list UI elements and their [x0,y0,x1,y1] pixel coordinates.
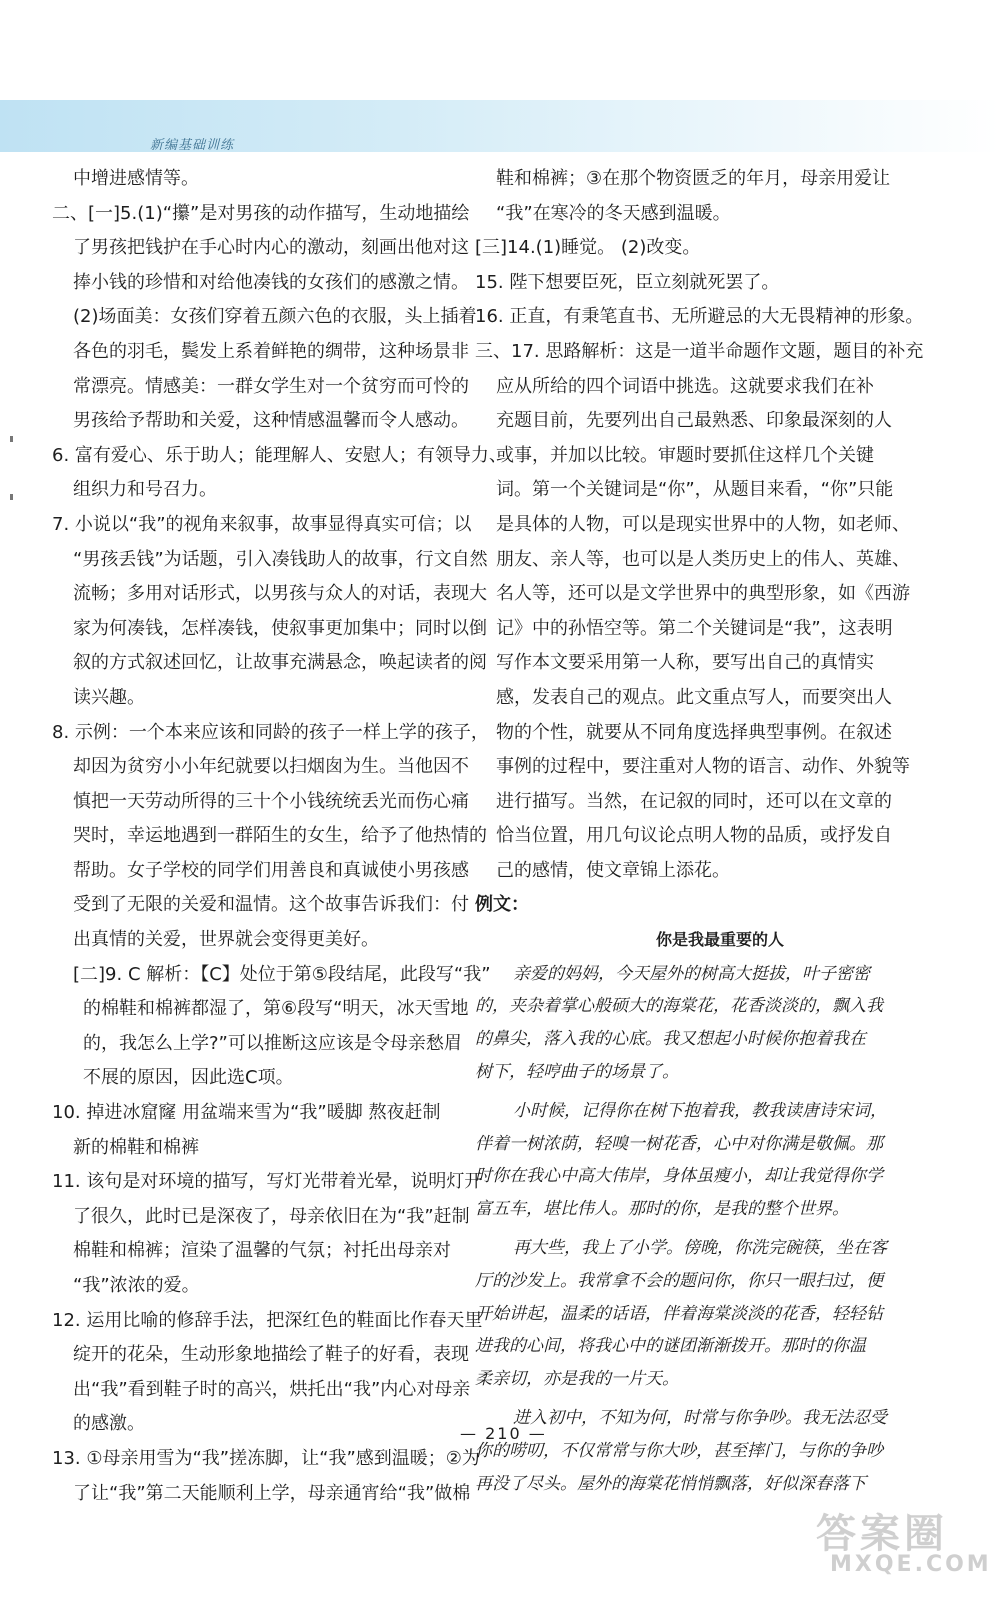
text-line: (2)场面美：女孩们穿着五颜六色的衣服，头上插着 [73,306,477,328]
text-line: 棉鞋和棉裤；渲染了温馨的气氛；衬托出母亲对 [73,1240,451,1262]
text-line: 三、17. 思路解析：这是一道半命题作文题，题目的补充 [475,340,924,362]
text-line: 不展的原因，因此选C项。 [83,1067,294,1089]
text-line: 新的棉鞋和棉裤 [73,1136,199,1158]
watermark [802,1500,992,1595]
text-line: 恰当位置，用几句议论点明人物的品质，或抒发自 [496,825,892,847]
text-line: 小时候，记得你在树下抱着我，教我读唐诗宋词， [513,1100,887,1121]
text-line: 再大些，我上了小学。傍晚，你洗完碗筷，坐在客 [513,1238,887,1259]
text-line: 6. 富有爱心、乐于助人；能理解人、安慰人；有领导力、 [52,444,507,466]
text-line: 柔亲切，亦是我的一片天。 [475,1369,679,1390]
text-line: 的鼻尖，落入我的心底。我又想起小时候你抱着我在 [475,1029,866,1050]
text-line: 名人等，还可以是文学世界中的典型形象，如《西游 [496,583,910,605]
text-line: 二、[一]5.(1)“攥”是对男孩的动作描写，生动地描绘 [52,202,470,224]
text-line: 组织力和号召力。 [73,479,217,501]
text-line: 再没了尽头。屋外的海棠花悄悄飘落，好似深春落下 [475,1473,866,1494]
text-line: 出真情的关爱，世界就会变得更美好。 [73,929,379,951]
text-line: 的感激。 [73,1413,145,1435]
text-line: 绽开的花朵，生动形象地描绘了鞋子的好看，表现 [73,1344,469,1366]
watermark-logo: 答案圈 [816,1511,948,1557]
watermark-url: MXQE.COM [830,1552,992,1577]
text-line: 的，我怎么上学?”可以推断这应该是令母亲愁眉 [83,1032,462,1054]
text-line: 物的个性，就要从不同角度选择典型事例。在叙述 [496,721,892,743]
text-line: 16. 正直，有秉笔直书、无所避忌的大无畏精神的形象。 [475,306,924,328]
margin-mark [10,436,13,442]
text-line: 家为何凑钱，怎样凑钱，使叙事更加集中；同时以倒 [73,617,487,639]
text-line: 树下，轻哼曲子的场景了。 [475,1062,679,1083]
text-line: 哭时，幸运地遇到一群陌生的女生，给予了他热情的 [73,825,487,847]
text-line: “男孩丢钱”为话题，引入凑钱助人的故事，行文自然 [73,548,488,570]
text-line: “我”在寒冷的冬天感到温暖。 [496,202,731,224]
margin-mark [10,494,13,500]
text-line: 了让“我”第二天能顺利上学，母亲通宵给“我”做棉 [73,1482,471,1504]
text-line: 写作本文要采用第一人称，要写出自己的真情实 [496,652,874,674]
essay-body [475,958,945,1501]
text-line: 15. 陛下想要臣死，臣立刻就死罢了。 [475,271,780,293]
text-line: 你的唠叨，不仅常常与你大吵，甚至摔门，与你的争吵 [475,1440,883,1461]
page-number: — 210 — [460,1424,547,1443]
text-line: 进行描写。当然，在记叙的同时，还可以在文章的 [496,790,892,812]
text-line: 充题目前，先要列出自己最熟悉、印象最深刻的人 [496,410,892,432]
answer-lines [475,162,945,923]
text-line: 了男孩把钱护在手心时内心的激动，刻画出他对这 [73,237,469,259]
text-line: “我”浓浓的爱。 [73,1275,200,1296]
text-line: 帮助。女子学校的同学们用善良和真诚使小男孩感 [73,859,469,881]
text-line: 7. 小说以“我”的视角来叙事，故事显得真实可信；以 [52,513,472,535]
text-line: 朋友、亲人等，也可以是人类历史上的伟人、英雄、 [496,548,910,570]
text-line: 是具体的人物，可以是现实世界中的人物，如老师、 [496,513,910,535]
text-line: 词。第一个关键词是“你”，从题目来看，“你”只能 [496,479,894,501]
text-line: 叙的方式叙述回忆，让故事充满悬念，唤起读者的阅 [73,652,487,674]
text-line: 伴着一树浓荫，轻嗅一树花香，心中对你满是敬佩。那 [475,1133,883,1154]
text-line: 开始讲起，温柔的话语，伴着海棠淡淡的花香，轻轻钻 [475,1303,883,1324]
text-line: 出“我”看到鞋子时的高兴，烘托出“我”内心对母亲 [73,1378,471,1400]
text-line: 进我的心间，将我心中的谜团渐渐拨开。那时的你温 [475,1336,866,1357]
text-line: 13. ①母亲用雪为“我”搓冻脚，让“我”感到温暖；②为 [52,1447,480,1469]
text-line: 10. 掉进冰窟窿 用盆端来雪为“我”暖脚 熬夜赶制 [52,1102,441,1124]
text-line: 流畅；多用对话形式，以男孩与众人的对话，表现大 [73,583,487,605]
text-line: 事例的过程中，要注重对人物的语言、动作、外貌等 [496,756,910,778]
text-line: 了很久，此时已是深夜了，母亲依旧在为“我”赶制 [73,1205,470,1227]
text-line: 慎把一天劳动所得的三十个小钱统统丢光而伤心痛 [73,790,469,812]
text-line: 亲爱的妈妈，今天屋外的树高大挺拔，叶子密密 [513,963,870,984]
text-line: 的，夹杂着掌心般硕大的海棠花，花香淡淡的，飘入我 [475,996,883,1017]
text-line: 的棉鞋和棉裤都湿了，第⑥段写“明天，冰天雪地 [83,998,469,1020]
text-line: 时你在我心中高大伟岸，身体虽瘦小，却让我觉得你学 [475,1166,883,1187]
header-title: 新编基础训练 [150,138,235,153]
text-line: 或事，并加以比较。审题时要抓住这样几个关键 [496,444,874,466]
text-line: 读兴趣。 [73,686,145,708]
text-line: 各色的羽毛，鬓发上系着鲜艳的绸带，这种场景非 [73,340,469,362]
text-line: [二]9. C 解析：【C】处位于第⑤段结尾，此段写“我” [73,963,491,985]
text-line: 富五车，堪比伟人。那时的你，是我的整个世界。 [475,1199,849,1220]
text-line: 中增进感情等。 [73,168,199,189]
text-line: 感，发表自己的观点。此文重点写人，而要突出人 [496,686,892,708]
text-line: 己的感情，使文章锦上添花。 [496,859,730,881]
text-line: 受到了无限的关爱和温情。这个故事告诉我们：付 [73,894,469,916]
essay-title: 你是我最重要的人 [655,930,784,950]
text-line: 厅的沙发上。我常拿不会的题问你，你只一眼扫过，便 [475,1270,883,1291]
text-line: 常漂亮。情感美：一群女学生对一个贫穷而可怜的 [73,375,469,397]
text-line: 却因为贫穷小小年纪就要以扫烟囱为生。当他因不 [73,756,469,778]
text-line: 男孩给予帮助和关爱，这种情感温馨而令人感动。 [73,410,469,432]
top-margin [0,0,1000,100]
right-column [475,162,945,1500]
text-line: 12. 运用比喻的修辞手法，把深红色的鞋面比作春天里 [52,1309,483,1331]
text-line: 11. 该句是对环境的描写，写灯光带着光晕，说明灯开 [52,1171,483,1193]
text-line: 应从所给的四个词语中挑选。这就要求我们在补 [496,375,874,397]
text-line: 鞋和棉裤；③在那个物资匮乏的年月，母亲用爱让 [496,168,891,189]
text-line: [三]14.(1)睡觉。 (2)改变。 [475,237,701,259]
text-line: 记》中的孙悟空等。第二个关键词是“我”，这表明 [496,617,893,639]
text-line: 例文： [475,894,529,916]
text-line: 捧小钱的珍惜和对给他凑钱的女孩们的感激之情。 [73,271,469,293]
text-line: 进入初中，不知为何，时常与你争吵。我无法忍受 [513,1408,887,1429]
text-line: 8. 示例：一个本来应该和同龄的孩子一样上学的孩子， [52,721,489,743]
